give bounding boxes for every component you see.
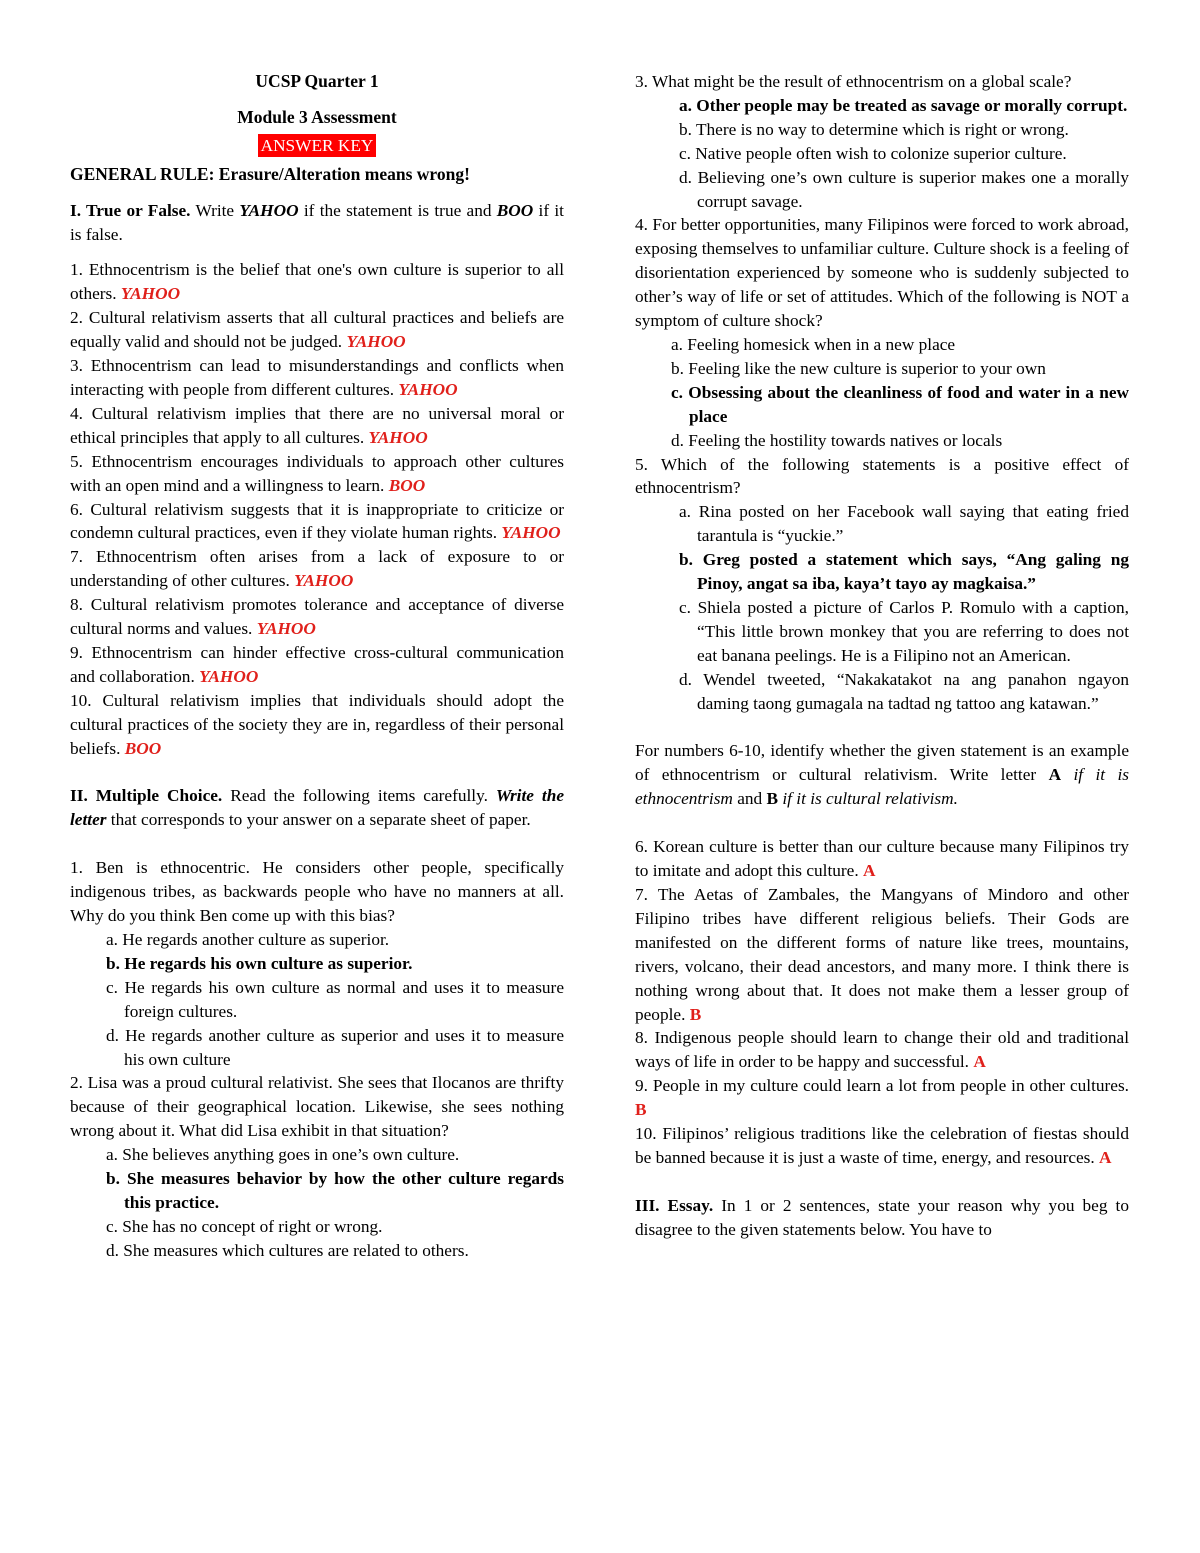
mc-option: c. Shiela posted a picture of Carlos P. Romulo with a caption, “This little brown monkey that you are referring to does not eat banana peelings. He is a Filipino not an American. [679, 597, 1129, 665]
left-column [70, 70, 564, 1263]
tf-item-7: 7. Ethnocentrism often arises from a lack of exposure to or understanding of other cultures. YAHOO [70, 547, 564, 591]
identify-item-10: 10. Filipinos’ religious traditions like the celebration of fiestas should be banned because it is just a waste of time, energy, and resources. A [635, 1124, 1129, 1167]
identify-item-9: 9. People in my culture could learn a lot from people in other cultures. B [635, 1076, 1129, 1120]
mc-option: d. Feeling the hostility towards natives or locals [671, 430, 1003, 450]
tf-item-3: 3. Ethnocentrism can lead to misunderstandings and conflicts when interacting with people from different cultures. YAHOO [70, 356, 564, 399]
tf-item-6: 6. Cultural relativism suggests that it is inappropriate to criticize or condemn cultural practices, even if they violate human rights. YAHOO [70, 499, 564, 543]
identify-answer: B [635, 1100, 647, 1120]
part2b-instructions: For numbers 6-10, identify whether the given statement is an example of ethnocentrism or cultural relativism. Write letter A if it is ethnocentrism and B if it is cultural relativism. [635, 741, 1129, 809]
mc-question-2: 2. Lisa was a proud cultural relativist. She sees that Ilocanos are thrifty because of their geographical location. Likewise, she sees nothing wrong about it. What did Lisa exhibit in that situation? [70, 1073, 564, 1141]
tf-item-9: 9. Ethnocentrism can hinder effective cross-cultural communication and collaboration. YAHOO [70, 642, 564, 686]
tf-answer: YAHOO [368, 427, 428, 447]
mc-option: b. There is no way to determine which is right or wrong. [679, 119, 1069, 139]
part2-heading: II. Multiple Choice. [70, 786, 223, 806]
mc-question-3: 3. What might be the result of ethnocentrism on a global scale? [635, 72, 1072, 91]
tf-item-2: 2. Cultural relativism asserts that all cultural practices and beliefs are equally valid and should not be judged. YAHOO [70, 308, 564, 352]
part2-instructions: II. Multiple Choice. Read the following items carefully. Write the letter that corresponds to your answer on a separate sheet of paper. [70, 786, 564, 830]
tf-answer: YAHOO [346, 332, 406, 352]
tf-answer: BOO [388, 475, 426, 495]
identify-item-6: 6. Korean culture is better than our culture because many Filipinos try to imitate and adopt this culture. A [635, 837, 1129, 881]
right-column [635, 70, 1129, 1242]
tf-answer: BOO [124, 738, 162, 758]
tf-item-8: 8. Cultural relativism promotes tolerance and acceptance of diverse cultural norms and values. YAHOO [70, 595, 564, 639]
mc-option-correct: c. Obsessing about the cleanliness of food and water in a new place [671, 382, 1129, 426]
mc-question-1: 1. Ben is ethnocentric. He considers other people, specifically indigenous tribes, as backwards people who have no manners at all. Why do you think Ben come up with this bias? [70, 858, 564, 926]
mc-option-correct: a. Other people may be treated as savage or morally corrupt. [679, 95, 1128, 115]
mc-option: a. She believes anything goes in one’s own culture. [106, 1145, 460, 1165]
mc-option: c. She has no concept of right or wrong. [106, 1216, 383, 1236]
tf-item-10: 10. Cultural relativism implies that individuals should adopt the cultural practices of the society they are in, regardless of their personal beliefs. BOO [70, 690, 564, 758]
identify-answer: B [689, 1004, 702, 1024]
mc-option-correct: b. She measures behavior by how the other culture regards this practice. [106, 1169, 564, 1212]
mc-option: d. He regards another culture as superior and uses it to measure his own culture [106, 1025, 564, 1069]
identify-answer: A [1099, 1147, 1112, 1167]
mc-option: a. Rina posted on her Facebook wall saying that eating fried tarantula is “yuckie.” [679, 502, 1129, 546]
mc-option: d. Wendel tweeted, “Nakakatakot na ang panahon ngayon daming taong gumagala na tadtad ng tattoo ang katawan.” [679, 669, 1129, 713]
mc-option-correct: b. He regards his own culture as superior. [106, 953, 413, 973]
document-subtitle: Module 3 Assessment [237, 106, 397, 127]
identify-answer: A [862, 861, 876, 881]
mc-question-5: 5. Which of the following statements is a positive effect of ethnocentrism? [635, 454, 1129, 498]
identify-answer: A [973, 1052, 986, 1072]
part3-heading: III. Essay. [635, 1195, 714, 1215]
mc-option: a. He regards another culture as superior. [106, 930, 390, 949]
part1-instructions: I. True or False. Write YAHOO if the statement is true and BOO if it is false. [70, 200, 564, 244]
mc-option: d. She measures which cultures are related to others. [106, 1240, 469, 1260]
tf-answer: YAHOO [398, 379, 458, 399]
tf-answer: YAHOO [294, 571, 354, 591]
tf-item-5: 5. Ethnocentrism encourages individuals to approach other cultures with an open mind and a willingness to learn. BOO [70, 451, 564, 495]
tf-item-1: 1. Ethnocentrism is the belief that one's own culture is superior to all others. YAHOO [70, 260, 564, 304]
answer-key-badge: ANSWER KEY [258, 134, 377, 157]
mc-question-4: 4. For better opportunities, many Filipinos were forced to work abroad, exposing themselves to unfamiliar culture. Culture shock is a feeling of disorientation experienced by someone who is suddenly subjected to other’s way of life or set of attitudes. Which of the following is NOT a symptom of culture shock? [635, 215, 1129, 331]
general-rule: GENERAL RULE: Erasure/Alteration means wrong! [70, 163, 470, 184]
mc-option-correct: b. Greg posted a statement which says, “Ang galing ng Pinoy, angat sa iba, kaya’t tayo ay magkaisa.” [679, 550, 1129, 594]
document-title: UCSP Quarter 1 [255, 71, 379, 91]
tf-answer: YAHOO [199, 666, 259, 686]
mc-option: b. Feeling like the new culture is superior to your own [671, 358, 1046, 378]
mc-option: c. Native people often wish to colonize superior culture. [679, 143, 1067, 163]
tf-answer: YAHOO [256, 619, 316, 639]
tf-item-4: 4. Cultural relativism implies that there are no universal moral or ethical principles that apply to all cultures. YAHOO [70, 403, 564, 447]
part3-instructions: III. Essay. In 1 or 2 sentences, state your reason why you beg to disagree to the given statements below. You have to [635, 1195, 1129, 1239]
identify-item-7: 7. The Aetas of Zambales, the Mangyans of Mindoro and other Filipino tribes have different religious beliefs. Their Gods are manifested on the different forms of nature like trees, mountains, rivers, volcano, their dead ancestors, and many more. I think there is nothing wrong about that. It does not make them a lesser group of people. B [635, 885, 1129, 1024]
part1-heading: I. True or False. [70, 200, 191, 220]
identify-item-8: 8. Indigenous people should learn to change their old and traditional ways of life in order to be happy and successful. A [635, 1028, 1129, 1072]
mc-option: d. Believing one’s own culture is superior makes one a morally corrupt savage. [679, 167, 1129, 211]
tf-answer: YAHOO [501, 523, 561, 543]
mc-option: c. He regards his own culture as normal and uses it to measure foreign cultures. [106, 977, 564, 1021]
mc-option: a. Feeling homesick when in a new place [671, 334, 956, 354]
tf-answer: YAHOO [120, 284, 181, 304]
